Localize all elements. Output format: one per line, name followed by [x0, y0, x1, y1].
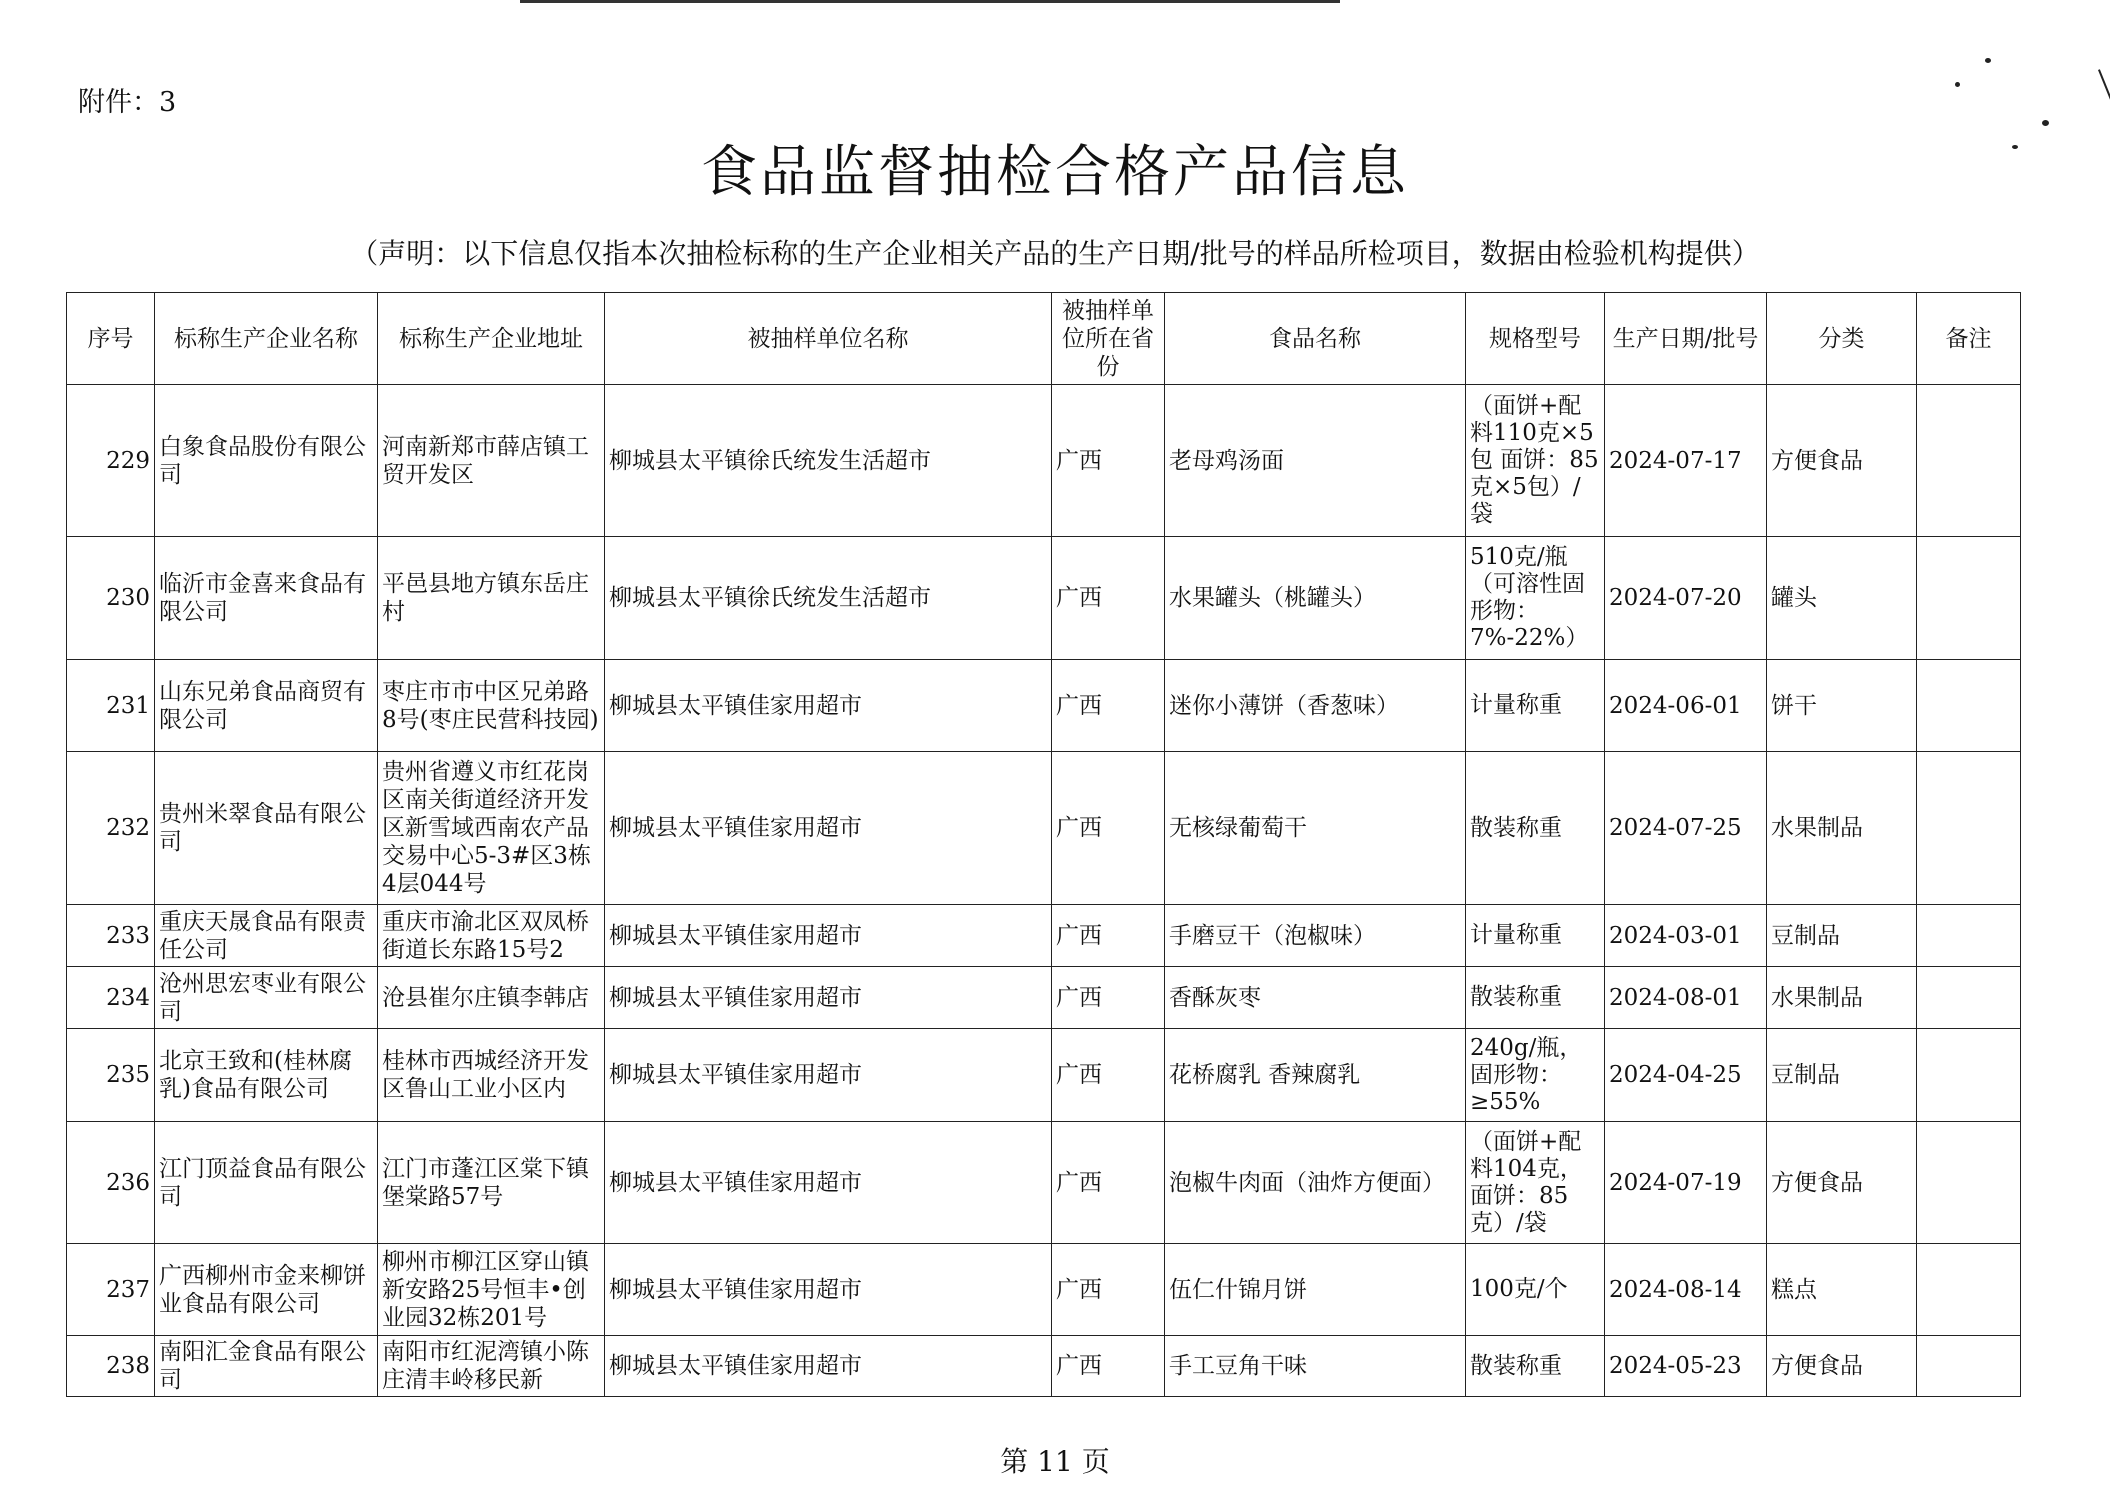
cell-province: 广西 [1052, 1122, 1165, 1244]
attachment-label: 附件：3 [78, 87, 177, 118]
table-row [67, 1336, 2021, 1397]
cell-remark [1917, 660, 2021, 752]
cell-category: 糕点 [1767, 1244, 1917, 1336]
header-remark: 备注 [1917, 293, 2021, 385]
cell-food: 老母鸡汤面 [1165, 385, 1466, 537]
cell-no: 234 [67, 967, 155, 1029]
header-spec: 规格型号 [1466, 293, 1605, 385]
cell-no: 236 [67, 1122, 155, 1244]
cell-province: 广西 [1052, 752, 1165, 905]
cell-company: 江门顶益食品有限公司 [155, 1122, 378, 1244]
cell-category: 水果制品 [1767, 967, 1917, 1029]
header-company: 标称生产企业名称 [155, 293, 378, 385]
table-row [67, 752, 2021, 905]
cell-address: 平邑县地方镇东岳庄村 [378, 537, 605, 660]
cell-address: 沧县崔尔庄镇李韩店 [378, 967, 605, 1029]
cell-date: 2024-04-25 [1605, 1029, 1767, 1122]
cell-spec: （面饼+配料110克×5包 面饼：85克×5包）/袋 [1466, 385, 1605, 537]
cell-company: 北京王致和(桂林腐乳)食品有限公司 [155, 1029, 378, 1122]
header-date: 生产日期/批号 [1605, 293, 1767, 385]
cell-remark [1917, 1244, 2021, 1336]
cell-sampled-unit: 柳城县太平镇徐氏统发生活超市 [605, 537, 1052, 660]
cell-food: 香酥灰枣 [1165, 967, 1466, 1029]
cell-date: 2024-08-14 [1605, 1244, 1767, 1336]
scan-speck [1955, 82, 1960, 87]
cell-address: 枣庄市市中区兄弟路8号(枣庄民营科技园) [378, 660, 605, 752]
cell-province: 广西 [1052, 660, 1165, 752]
table-row [67, 1029, 2021, 1122]
cell-date: 2024-07-20 [1605, 537, 1767, 660]
cell-food: 无核绿葡萄干 [1165, 752, 1466, 905]
cell-remark [1917, 1122, 2021, 1244]
cell-province: 广西 [1052, 1336, 1165, 1397]
table-row [67, 1122, 2021, 1244]
scan-top-edge [520, 0, 1340, 3]
cell-category: 饼干 [1767, 660, 1917, 752]
cell-address: 柳州市柳江区穿山镇新安路25号恒丰•创业园32栋201号 [378, 1244, 605, 1336]
cell-food: 水果罐头（桃罐头） [1165, 537, 1466, 660]
cell-spec: 100克/个 [1466, 1244, 1605, 1336]
table-row [67, 1244, 2021, 1336]
cell-date: 2024-08-01 [1605, 967, 1767, 1029]
cell-province: 广西 [1052, 1244, 1165, 1336]
table-row [67, 537, 2021, 660]
cell-no: 231 [67, 660, 155, 752]
cell-spec: 散装称重 [1466, 752, 1605, 905]
cell-category: 豆制品 [1767, 905, 1917, 967]
cell-sampled-unit: 柳城县太平镇佳家用超市 [605, 905, 1052, 967]
table-row [67, 385, 2021, 537]
cell-no: 230 [67, 537, 155, 660]
cell-sampled-unit: 柳城县太平镇徐氏统发生活超市 [605, 385, 1052, 537]
cell-date: 2024-03-01 [1605, 905, 1767, 967]
header-food-name: 食品名称 [1165, 293, 1466, 385]
cell-sampled-unit: 柳城县太平镇佳家用超市 [605, 1336, 1052, 1397]
scan-speck [1985, 58, 1991, 63]
inspection-table [66, 292, 2021, 1397]
cell-food: 手工豆角干味 [1165, 1336, 1466, 1397]
cell-category: 方便食品 [1767, 1336, 1917, 1397]
cell-date: 2024-07-25 [1605, 752, 1767, 905]
cell-no: 229 [67, 385, 155, 537]
table-row [67, 967, 2021, 1029]
header-sampled-unit: 被抽样单位名称 [605, 293, 1052, 385]
cell-no: 233 [67, 905, 155, 967]
cell-province: 广西 [1052, 385, 1165, 537]
cell-company: 贵州米翠食品有限公司 [155, 752, 378, 905]
disclaimer-note: （声明：以下信息仅指本次抽检标称的生产企业相关产品的生产日期/批号的样品所检项目，数据由检验机构提供） [350, 237, 1760, 270]
scan-speck [2042, 120, 2049, 126]
cell-remark [1917, 1029, 2021, 1122]
cell-sampled-unit: 柳城县太平镇佳家用超市 [605, 752, 1052, 905]
table-row [67, 905, 2021, 967]
cell-spec: 510克/瓶（可溶性固形物：7%-22%） [1466, 537, 1605, 660]
cell-date: 2024-06-01 [1605, 660, 1767, 752]
table-header-row [67, 293, 2021, 385]
cell-remark [1917, 1336, 2021, 1397]
cell-spec: 散装称重 [1466, 967, 1605, 1029]
cell-date: 2024-07-17 [1605, 385, 1767, 537]
cell-address: 江门市蓬江区棠下镇堡棠路57号 [378, 1122, 605, 1244]
table-row [67, 660, 2021, 752]
page-title: 食品监督抽检合格产品信息 [701, 140, 1409, 205]
cell-company: 临沂市金喜来食品有限公司 [155, 537, 378, 660]
cell-address: 贵州省遵义市红花岗区南关街道经济开发区新雪域西南农产品交易中心5-3#区3栋4层044号 [378, 752, 605, 905]
cell-spec: 计量称重 [1466, 905, 1605, 967]
cell-company: 白象食品股份有限公司 [155, 385, 378, 537]
cell-sampled-unit: 柳城县太平镇佳家用超市 [605, 1122, 1052, 1244]
cell-remark [1917, 752, 2021, 905]
cell-category: 水果制品 [1767, 752, 1917, 905]
cell-province: 广西 [1052, 967, 1165, 1029]
cell-sampled-unit: 柳城县太平镇佳家用超市 [605, 1029, 1052, 1122]
cell-category: 方便食品 [1767, 385, 1917, 537]
cell-spec: 散装称重 [1466, 1336, 1605, 1397]
header-category: 分类 [1767, 293, 1917, 385]
cell-remark [1917, 967, 2021, 1029]
cell-address: 重庆市渝北区双凤桥街道长东路15号2 [378, 905, 605, 967]
page-number: 第 11 页 [1000, 1445, 1110, 1478]
cell-sampled-unit: 柳城县太平镇佳家用超市 [605, 1244, 1052, 1336]
cell-food: 伍仁什锦月饼 [1165, 1244, 1466, 1336]
cell-remark [1917, 537, 2021, 660]
cell-remark [1917, 905, 2021, 967]
header-no: 序号 [67, 293, 155, 385]
cell-no: 235 [67, 1029, 155, 1122]
cell-address: 南阳市红泥湾镇小陈庄清丰岭移民新 [378, 1336, 605, 1397]
cell-food: 迷你小薄饼（香葱味） [1165, 660, 1466, 752]
cell-no: 232 [67, 752, 155, 905]
cell-spec: 240g/瓶，固形物：≥55% [1466, 1029, 1605, 1122]
cell-date: 2024-07-19 [1605, 1122, 1767, 1244]
cell-category: 方便食品 [1767, 1122, 1917, 1244]
cell-company: 南阳汇金食品有限公司 [155, 1336, 378, 1397]
cell-date: 2024-05-23 [1605, 1336, 1767, 1397]
cell-company: 山东兄弟食品商贸有限公司 [155, 660, 378, 752]
cell-province: 广西 [1052, 537, 1165, 660]
cell-company: 重庆天晟食品有限责任公司 [155, 905, 378, 967]
cell-company: 沧州思宏枣业有限公司 [155, 967, 378, 1029]
cell-food: 手磨豆干（泡椒味） [1165, 905, 1466, 967]
cell-food: 花桥腐乳 香辣腐乳 [1165, 1029, 1466, 1122]
header-province: 被抽样单位所在省份 [1052, 293, 1165, 385]
cell-province: 广西 [1052, 905, 1165, 967]
cell-address: 桂林市西城经济开发区鲁山工业小区内 [378, 1029, 605, 1122]
cell-no: 238 [67, 1336, 155, 1397]
header-address: 标称生产企业地址 [378, 293, 605, 385]
cell-food: 泡椒牛肉面（油炸方便面） [1165, 1122, 1466, 1244]
cell-no: 237 [67, 1244, 155, 1336]
cell-category: 罐头 [1767, 537, 1917, 660]
cell-province: 广西 [1052, 1029, 1165, 1122]
cell-category: 豆制品 [1767, 1029, 1917, 1122]
cell-company: 广西柳州市金来柳饼业食品有限公司 [155, 1244, 378, 1336]
cell-spec: 计量称重 [1466, 660, 1605, 752]
cell-sampled-unit: 柳城县太平镇佳家用超市 [605, 967, 1052, 1029]
cell-address: 河南新郑市薛店镇工贸开发区 [378, 385, 605, 537]
cell-spec: （面饼+配料104克，面饼：85克）/袋 [1466, 1122, 1605, 1244]
cell-remark [1917, 385, 2021, 537]
cell-sampled-unit: 柳城县太平镇佳家用超市 [605, 660, 1052, 752]
